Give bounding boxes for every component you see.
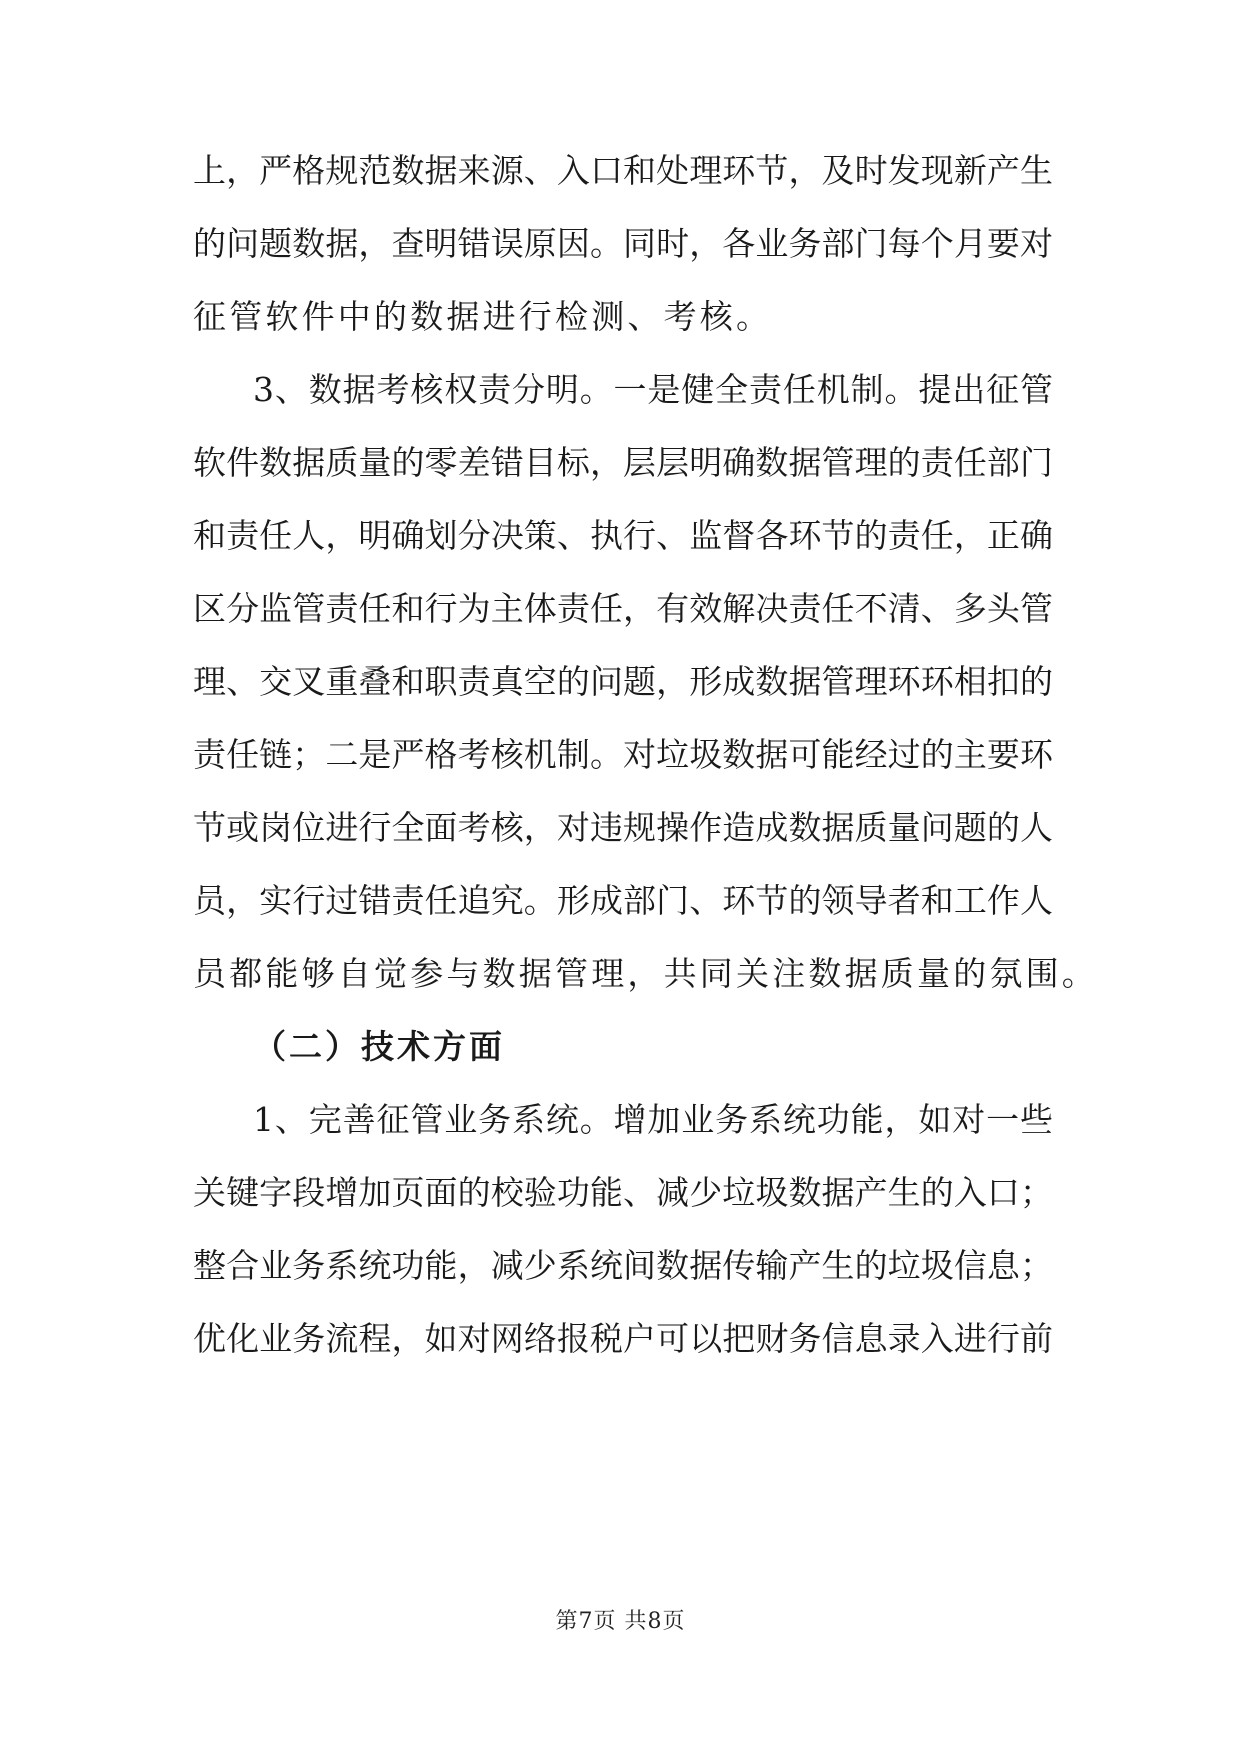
body-line: 员都能够自觉参与数据管理，共同关注数据质量的氛围。	[193, 954, 1098, 993]
body-line: 区分监管责任和行为主体责任，有效解决责任不清、多头管	[193, 589, 1053, 628]
body-line: 1、完善征管业务系统。增加业务系统功能，如对一些	[253, 1100, 1053, 1139]
body-line: 整合业务系统功能，减少系统间数据传输产生的垃圾信息；	[193, 1246, 1053, 1285]
body-line: 征管软件中的数据进行检测、考核。	[193, 297, 773, 336]
section-heading: （二）技术方面	[253, 1027, 505, 1066]
body-line: 理、交叉重叠和职责真空的问题，形成数据管理环环相扣的	[193, 662, 1053, 701]
body-line: 优化业务流程，如对网络报税户可以把财务信息录入进行前	[193, 1319, 1053, 1358]
body-line: 上，严格规范数据来源、入口和处理环节，及时发现新产生	[193, 151, 1053, 190]
body-line: 员，实行过错责任追究。形成部门、环节的领导者和工作人	[193, 881, 1053, 920]
body-line: 的问题数据，查明错误原因。同时，各业务部门每个月要对	[193, 224, 1053, 263]
body-line: 节或岗位进行全面考核，对违规操作造成数据质量问题的人	[193, 808, 1053, 847]
page-number: 第7页 共8页	[555, 1609, 686, 1634]
body-line: 软件数据质量的零差错目标，层层明确数据管理的责任部门	[193, 443, 1053, 482]
body-line: 责任链；二是严格考核机制。对垃圾数据可能经过的主要环	[193, 735, 1053, 774]
body-line: 和责任人，明确划分决策、执行、监督各环节的责任，正确	[193, 516, 1053, 555]
body-line: 3、数据考核权责分明。一是健全责任机制。提出征管	[253, 370, 1053, 409]
body-line: 关键字段增加页面的校验功能、减少垃圾数据产生的入口；	[193, 1173, 1053, 1212]
